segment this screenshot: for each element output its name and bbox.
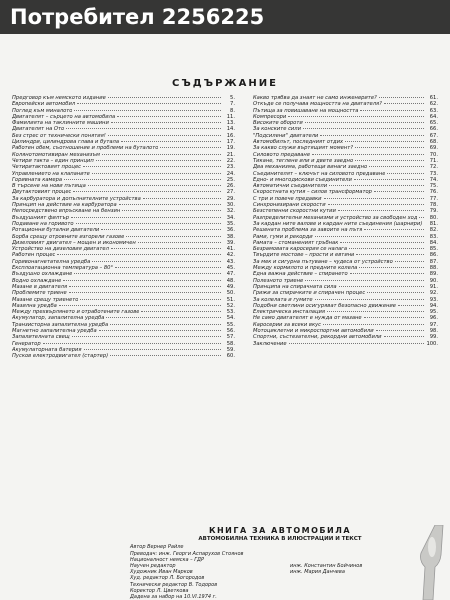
dot-leader: [315, 236, 424, 237]
entry-title: Автоматични съединители: [253, 183, 328, 190]
entry-page-number: 67.: [429, 132, 438, 139]
dot-leader: [92, 173, 221, 174]
credit-extra: инж. Константин Бойчинов: [290, 563, 363, 570]
credit-extra: инж. Мария Данчева: [290, 569, 345, 576]
dot-leader: [99, 330, 221, 331]
entry-page-number: 56.: [226, 327, 235, 334]
entry-title: Синхронизирани скорости: [253, 202, 326, 209]
entry-title: Цилиндри, цилиндрова глава и бутала: [12, 139, 120, 146]
entry-page-number: 48.: [226, 277, 235, 284]
entry-title: Работен обем, съотношение и проблеми на буталото: [12, 145, 159, 152]
entry-page-number: 52.: [226, 302, 235, 309]
entry-title: Високите обороти: [253, 120, 303, 127]
entry-title: Спортни, състезателни, рекордни автомобили: [253, 334, 382, 341]
entry-page-number: 89.: [429, 271, 438, 278]
entry-page-number: 26.: [226, 183, 235, 190]
entry-page-number: 22.: [226, 157, 235, 164]
dot-leader: [329, 185, 424, 186]
dot-leader: [71, 217, 221, 218]
dot-leader: [339, 286, 424, 287]
entry-title: Магнетно запалителна уредба: [12, 327, 97, 334]
entry-page-number: 65.: [429, 120, 438, 127]
entry-page-number: 43.: [226, 258, 235, 265]
toc-right-entry: [253, 341, 438, 347]
toc-right-column: [253, 95, 438, 347]
credit-role: Националност немска – ГДР: [130, 556, 204, 563]
entry-title: Два механизма, работещи винаги заедно: [253, 164, 368, 171]
dot-leader: [143, 198, 221, 199]
entry-title: Принципа на спирачната сила: [253, 283, 337, 290]
entry-title: Какво трябва да знаят не само инженерите?: [253, 95, 377, 101]
entry-page-number: 30.: [226, 202, 235, 209]
dot-leader: [312, 154, 424, 155]
entry-title: В търсене на нови пътища: [12, 183, 86, 190]
dot-leader: [119, 204, 221, 205]
entry-title: Между прехвърлянето и отработените газове: [12, 309, 140, 316]
entry-page-number: 66.: [429, 126, 438, 133]
entry-title: Силовото предаване: [253, 151, 311, 158]
entry-title: Разпределителни механизми и устройство за свободен ход: [253, 214, 418, 221]
entry-title: Принцип на действие на карбуратора: [12, 202, 117, 209]
dot-leader: [126, 236, 221, 237]
credit-role: Коректор Л. Цветкова: [130, 587, 189, 594]
credit-role: Научен редактор: [130, 563, 176, 570]
dot-leader: [360, 110, 424, 111]
credit-role: Автор Вернер Райле: [130, 544, 184, 551]
entry-page-number: 79.: [429, 208, 438, 215]
entry-title: Управлението на клапаните: [12, 170, 90, 177]
entry-page-number: 13.: [226, 120, 235, 127]
entry-title: Безстепенни скоростни кутии: [253, 208, 336, 215]
spoon-object: [395, 525, 450, 600]
entry-page-number: 70.: [429, 151, 438, 158]
dot-leader: [57, 254, 221, 255]
entry-title: Скоростната кутия – силов трансформатор: [253, 189, 372, 196]
dot-leader: [43, 343, 221, 344]
entry-page-number: 71.: [429, 157, 438, 164]
dot-leader: [369, 166, 424, 167]
dot-leader: [141, 311, 221, 312]
book-subtitle: АВТОМОБИЛНА ТЕХНИКА В ИЛЮСТРАЦИИ И ТЕКСТ: [198, 536, 362, 543]
dot-leader: [303, 128, 424, 129]
dot-leader: [384, 336, 424, 337]
user-label: Потребител 2256225: [10, 5, 265, 29]
entry-page-number: 83.: [429, 233, 438, 240]
dot-leader: [384, 103, 424, 104]
entry-page-number: 42.: [226, 252, 235, 259]
entry-title: Предговор към немското издание: [12, 95, 106, 101]
entry-title: Грижи за спирачките и спирачен процес: [253, 290, 366, 297]
entry-page-number: 100.: [426, 340, 438, 347]
entry-title: Водно охлаждане: [12, 277, 62, 284]
entry-title: Въздушният филтър: [12, 214, 70, 221]
entry-title: "Подсилени" двигатели: [253, 132, 319, 139]
dot-leader: [323, 324, 424, 325]
entry-page-number: 93.: [429, 296, 438, 303]
entry-page-number: 87.: [429, 258, 438, 265]
entry-page-number: 38.: [226, 233, 235, 240]
entry-page-number: 62.: [429, 101, 438, 108]
entry-page-number: 59.: [226, 346, 235, 353]
credit-line: [130, 594, 430, 600]
entry-title: Експлоатационна температура – 80°: [12, 265, 114, 272]
book-title: КНИГА ЗА АВТОМОБИЛА: [208, 526, 352, 535]
dot-leader: [305, 122, 424, 123]
entry-title: Откъде се получава мощността на двигателя?: [253, 101, 382, 108]
entry-page-number: 36.: [226, 227, 235, 234]
entry-page-number: 95.: [429, 309, 438, 316]
entry-page-number: 24.: [226, 170, 235, 177]
entry-title: Мазилна уредба: [12, 302, 57, 309]
entry-title: Мотоциклетни и микроспортни автомобили: [253, 327, 374, 334]
dot-leader: [374, 191, 424, 192]
entry-page-number: 57.: [226, 334, 235, 341]
entry-title: Ротационни бутални двигатели: [12, 227, 100, 234]
dot-leader: [69, 292, 221, 293]
dot-leader: [101, 229, 221, 230]
entry-title: Тикане, теглене или и двете заедно: [253, 157, 354, 164]
entry-title: Непосредствено впръскване на бензин: [12, 208, 121, 215]
credits-list: [130, 544, 430, 600]
dot-leader: [115, 267, 221, 268]
dot-leader: [80, 299, 221, 300]
entry-title: Без стрес от технически понятия!: [12, 132, 106, 139]
credit-role: Худ. редактор Л. Богородов: [130, 575, 205, 582]
entry-page-number: 50.: [226, 290, 235, 297]
dot-leader: [83, 166, 221, 167]
dot-leader: [376, 330, 424, 331]
entry-title: Компресори: [253, 113, 287, 120]
dot-leader: [111, 122, 221, 123]
credit-role: Художник Иван Марков: [130, 569, 193, 576]
credit-role: Преводач: инж. Георги Аспарухов Стоянов: [130, 550, 244, 557]
entry-title: Горивонагнетателна уредба: [12, 258, 91, 265]
entry-title: Четири такта – един принцип: [12, 157, 94, 164]
dot-leader: [121, 141, 221, 142]
entry-title: Горивната камера: [12, 176, 63, 183]
entry-title: Генератор: [12, 340, 41, 347]
dot-leader: [63, 280, 221, 281]
dot-leader: [349, 248, 424, 249]
entry-title: Проблемите триене: [12, 290, 67, 297]
dot-leader: [77, 103, 221, 104]
entry-title: Поглед към миналото: [12, 107, 73, 114]
entry-page-number: 92.: [429, 290, 438, 297]
entry-page-number: 96.: [429, 315, 438, 322]
entry-page-number: 35.: [226, 220, 235, 227]
dot-leader: [102, 154, 221, 155]
entry-page-number: 14.: [226, 126, 235, 133]
entry-page-number: 45.: [226, 265, 235, 272]
dot-leader: [387, 173, 424, 174]
dot-leader: [354, 179, 424, 180]
entry-title: С три и повече предавки: [253, 195, 322, 202]
dot-leader: [108, 97, 221, 98]
entry-page-number: 47.: [226, 271, 235, 278]
entry-page-number: 61.: [429, 95, 438, 101]
entry-page-number: 88.: [429, 265, 438, 272]
entry-page-number: 27.: [226, 189, 235, 196]
entry-page-number: 68.: [429, 139, 438, 146]
entry-title: Двигателят – сърцето на автомобила: [12, 113, 116, 120]
entry-title: Транзисторна запалителна уредба: [12, 321, 109, 328]
dot-leader: [345, 141, 424, 142]
entry-page-number: 78.: [429, 202, 438, 209]
entry-title: Подаване на горивото: [12, 220, 74, 227]
entry-page-number: 54.: [226, 315, 235, 322]
dot-leader: [72, 336, 221, 337]
entry-page-number: 94.: [429, 302, 438, 309]
entry-title: За мек и сигурна пътуване – чудеса от устройство: [253, 258, 393, 265]
dot-leader: [289, 343, 424, 344]
entry-title: Едно- и многодискови съединители: [253, 176, 352, 183]
dot-leader: [69, 286, 221, 287]
dot-leader: [359, 267, 424, 268]
entry-title: Заключение: [253, 340, 287, 347]
dot-leader: [92, 261, 221, 262]
dot-leader: [111, 248, 221, 249]
entry-title: Борба срещу отровните изгорели газове: [12, 233, 125, 240]
entry-page-number: 39.: [226, 239, 235, 246]
entry-page-number: 5.: [230, 95, 235, 101]
entry-title: Автомобилът, последният отдих: [253, 139, 344, 146]
entry-page-number: 21.: [226, 151, 235, 158]
entry-title: За какво служи въртящият момент?: [253, 145, 353, 152]
dot-leader: [74, 110, 221, 111]
entry-page-number: 29.: [226, 195, 235, 202]
dot-leader: [340, 242, 424, 243]
dot-leader: [96, 160, 221, 161]
dot-leader: [110, 355, 221, 356]
entry-title: Мазане срещу триенето: [12, 296, 79, 303]
dot-leader: [364, 229, 424, 230]
dot-leader: [355, 160, 424, 161]
entry-page-number: 34.: [226, 214, 235, 221]
entry-page-number: 80.: [429, 214, 438, 221]
dot-leader: [395, 261, 424, 262]
entry-title: Решената проблема за завоите на пътя: [253, 227, 363, 234]
entry-title: Твърдите мостове – прости и евтини: [253, 252, 355, 259]
dot-leader: [315, 299, 424, 300]
entry-title: Двигателят на Ото: [12, 126, 65, 133]
entry-page-number: 16.: [226, 132, 235, 139]
toc-left-column: [12, 95, 235, 359]
dot-leader: [122, 210, 221, 211]
entry-page-number: 99.: [429, 334, 438, 341]
entry-page-number: 69.: [429, 145, 438, 152]
entry-title: Рамата – стоманеният гръбнак: [253, 239, 339, 246]
entry-title: Подобни светлини осигуряват безопасно движение: [253, 302, 396, 309]
dot-leader: [64, 179, 221, 180]
entry-title: Безрамовата каросерия се налага: [253, 246, 348, 253]
entry-title: Дизеловият двигател – мощен и икономичен: [12, 239, 136, 246]
entry-title: За конските сили: [253, 126, 301, 133]
entry-page-number: 49.: [226, 283, 235, 290]
dot-leader: [88, 185, 221, 186]
entry-page-number: 17.: [226, 139, 235, 146]
entry-page-number: 7.: [230, 101, 235, 108]
imprint-block: [130, 528, 430, 600]
dot-leader: [320, 135, 424, 136]
entry-page-number: 58.: [226, 340, 235, 347]
entry-title: Една важна действие – спирането: [253, 271, 348, 278]
entry-title: Устройство на дизеловия двигател: [12, 246, 109, 253]
dot-leader: [117, 116, 221, 117]
entry-page-number: 51.: [226, 296, 235, 303]
entry-page-number: 74.: [429, 176, 438, 183]
dot-leader: [160, 147, 221, 148]
entry-page-number: 63.: [429, 107, 438, 114]
entry-page-number: 82.: [429, 227, 438, 234]
dot-leader: [379, 97, 424, 98]
dot-leader: [355, 147, 424, 148]
entry-title: Акумулатор, запалителна уредба: [12, 315, 105, 322]
entry-page-number: 90.: [429, 277, 438, 284]
entry-page-number: 81.: [429, 220, 438, 227]
entry-page-number: 53.: [226, 309, 235, 316]
toc-left-entry: [12, 353, 235, 359]
dot-leader: [106, 317, 221, 318]
entry-page-number: 72.: [429, 164, 438, 171]
dot-leader: [59, 305, 221, 306]
entry-title: Колянотомотивиран механизъм: [12, 151, 100, 158]
entry-page-number: 32.: [226, 208, 235, 215]
entry-page-number: 41.: [226, 246, 235, 253]
entry-title: Въздушно охлаждане: [12, 271, 73, 278]
entry-page-number: 77.: [429, 195, 438, 202]
credit-role: Дадена за набор на 10.VI.1974 г.: [130, 594, 217, 600]
entry-page-number: 76.: [429, 189, 438, 196]
dot-leader: [419, 217, 424, 218]
entry-page-number: 85.: [429, 246, 438, 253]
toc-heading: СЪДЪРЖАНИЕ: [172, 78, 278, 89]
entry-page-number: 73.: [429, 170, 438, 177]
entry-title: Пусков електродвигател (стартер): [12, 353, 109, 360]
entry-page-number: 60.: [226, 353, 235, 360]
entry-page-number: 91.: [429, 283, 438, 290]
entry-page-number: 97.: [429, 321, 438, 328]
dot-leader: [138, 242, 221, 243]
entry-page-number: 25.: [226, 176, 235, 183]
watermark-banner: [0, 0, 450, 34]
dot-leader: [305, 280, 424, 281]
entry-title: Четиритактовият процес: [12, 164, 81, 171]
dot-leader: [364, 317, 424, 318]
entry-title: Европейски автомобил: [12, 101, 76, 108]
dot-leader: [288, 116, 424, 117]
entry-title: Запалителната свещ: [12, 334, 70, 341]
dot-leader: [328, 204, 424, 205]
entry-page-number: 84.: [429, 239, 438, 246]
dot-leader: [324, 198, 424, 199]
dot-leader: [356, 254, 424, 255]
dot-leader: [327, 311, 424, 312]
dot-leader: [76, 223, 221, 224]
entry-title: Електрическа инсталация: [253, 309, 326, 316]
dot-leader: [110, 324, 221, 325]
entry-title: Работен процес: [12, 252, 56, 259]
entry-title: Мазане в двигателя: [12, 283, 68, 290]
credit-role: Технически редактор В. Тодоров: [130, 581, 218, 588]
entry-title: Каросерии за всеки вкус: [253, 321, 322, 328]
entry-title: За колелата и гумите: [253, 296, 313, 303]
dot-leader: [338, 210, 424, 211]
entry-title: Пътища за повишаване на мощността: [253, 107, 359, 114]
entry-page-number: 23.: [226, 164, 235, 171]
entry-page-number: 98.: [429, 327, 438, 334]
dot-leader: [66, 128, 221, 129]
entry-title: Фамилията на таклинните машини: [12, 120, 109, 127]
entry-title: За карбуратора и допълнителните устройства: [12, 195, 141, 202]
dot-leader: [108, 135, 221, 136]
entry-page-number: 64.: [429, 113, 438, 120]
entry-page-number: 55.: [226, 321, 235, 328]
entry-title: Рами, гуми и рекорди: [253, 233, 313, 240]
entry-page-number: 75.: [429, 183, 438, 190]
entry-title: Акумулаторната батерия: [12, 346, 82, 353]
entry-page-number: 8.: [230, 107, 235, 114]
dot-leader: [73, 191, 221, 192]
entry-title: Полезното триене: [253, 277, 304, 284]
entry-title: Не само двигателят е нужда от мазане: [253, 315, 362, 322]
entry-title: Между кормилото и предните колела: [253, 265, 358, 272]
dot-leader: [398, 305, 424, 306]
dot-leader: [367, 292, 424, 293]
dot-leader: [350, 273, 424, 274]
entry-page-number: 11.: [226, 113, 235, 120]
entry-title: Съединителят – ключът на силовото предаване: [253, 170, 386, 177]
entry-page-number: 19.: [226, 145, 235, 152]
dot-leader: [74, 273, 221, 274]
entry-page-number: 86.: [429, 252, 438, 259]
entry-title: Двутактовият процес: [12, 189, 72, 196]
entry-title: За кардан ните валове и кардан ните съединения (шарнири): [253, 220, 423, 227]
dot-leader: [84, 349, 221, 350]
